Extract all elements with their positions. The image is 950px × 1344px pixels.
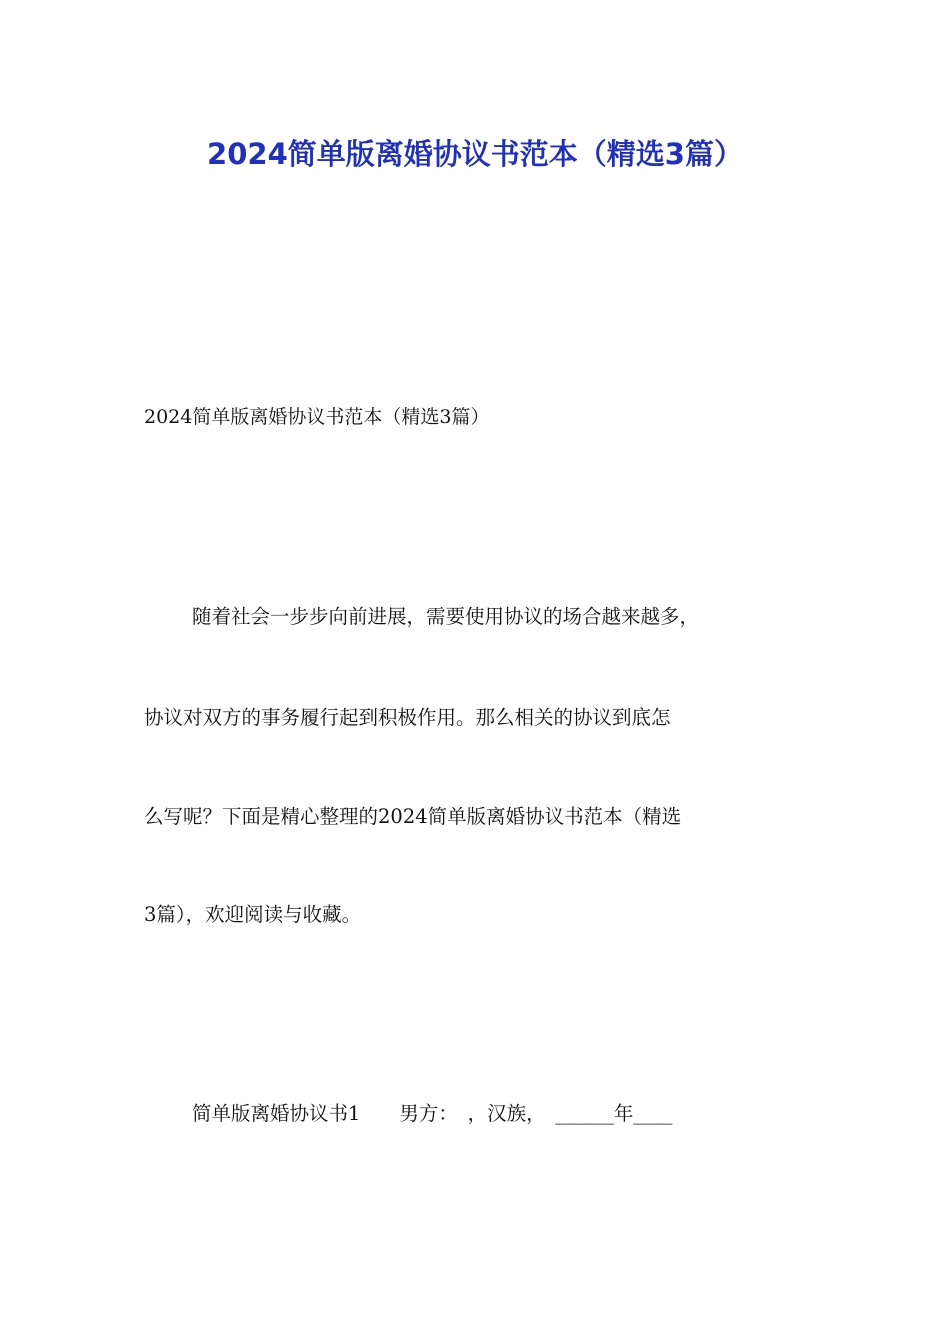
- agreement-first-line: 简单版离婚协议书1 男方： ，汉族， ______年____: [192, 1102, 673, 1125]
- intro-paragraph-line-4: 3篇），欢迎阅读与收藏。: [144, 903, 362, 926]
- intro-paragraph-line-3: 么写呢？下面是精心整理的2024简单版离婚协议书范本（精选: [144, 805, 682, 828]
- intro-paragraph-line-1: 随着社会一步步向前进展，需要使用协议的场合越来越多，: [192, 605, 700, 628]
- document-subtitle: 2024简单版离婚协议书范本（精选3篇）: [144, 406, 490, 428]
- intro-paragraph-line-2: 协议对双方的事务履行起到积极作用。那么相关的协议到底怎: [144, 706, 671, 729]
- document-title: 2024简单版离婚协议书范本（精选3篇）: [207, 137, 743, 171]
